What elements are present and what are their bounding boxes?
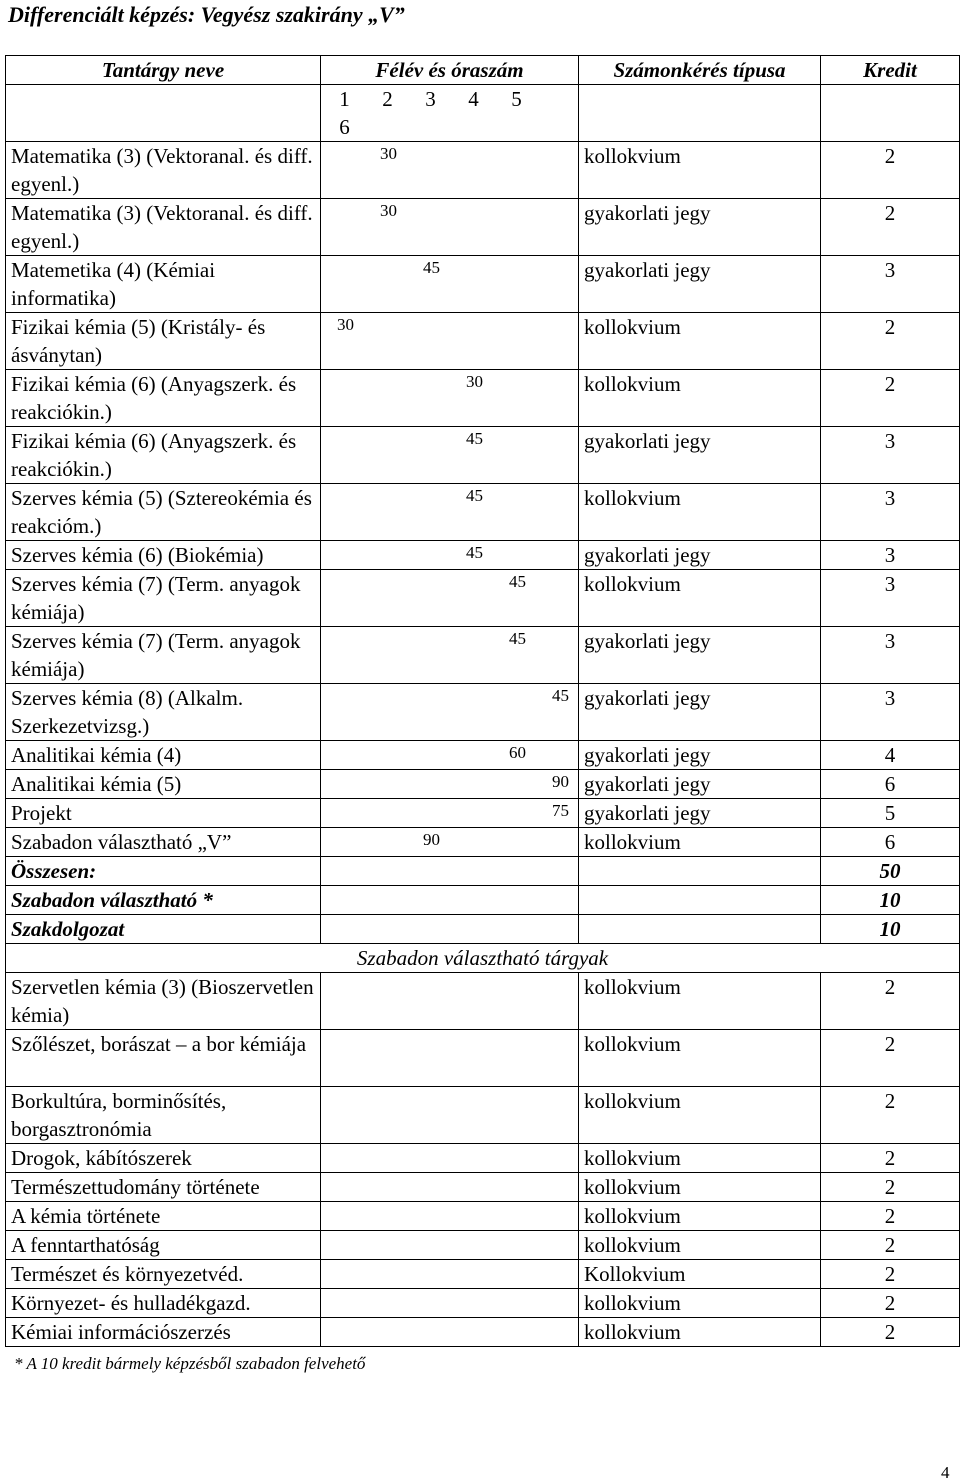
semester-hours-cell — [321, 142, 579, 199]
exam-type: gyakorlati jegy — [579, 256, 821, 313]
semester-hours: 45 — [509, 629, 526, 648]
course-name: Fizikai kémia (6) (Anyagszerk. és reakciókin.) — [6, 427, 321, 484]
elective-row — [6, 973, 960, 1030]
course-name: Matematika (3) (Vektoranal. és diff. egyenl.) — [6, 142, 321, 199]
elective-exam: kollokvium — [579, 1231, 821, 1260]
credit-value: 2 — [821, 313, 960, 370]
elective-credit: 2 — [821, 973, 960, 1030]
empty-cell — [321, 915, 579, 944]
course-row — [6, 799, 960, 828]
semester-hours: 75 — [552, 801, 569, 820]
credit-value: 3 — [821, 684, 960, 741]
semester-hours-cell — [321, 684, 579, 741]
empty-cell — [321, 1260, 579, 1289]
elective-credit: 2 — [821, 1318, 960, 1347]
semester-numbers — [321, 85, 579, 142]
credit-value: 3 — [821, 570, 960, 627]
elective-row — [6, 1318, 960, 1347]
elective-exam: kollokvium — [579, 1030, 821, 1087]
header-subject: Tantárgy neve — [6, 56, 321, 85]
elective-heading-row — [6, 944, 960, 973]
header-semester: Félév és óraszám — [321, 56, 579, 85]
course-name: Analitikai kémia (4) — [6, 741, 321, 770]
total-credit: 10 — [821, 915, 960, 944]
course-name: Szerves kémia (7) (Term. anyagok kémiája) — [6, 627, 321, 684]
semester-hours: 45 — [552, 686, 569, 705]
credit-value: 2 — [821, 199, 960, 256]
semester-hours-cell — [321, 570, 579, 627]
course-name: Szerves kémia (6) (Biokémia) — [6, 541, 321, 570]
elective-exam: kollokvium — [579, 1144, 821, 1173]
course-name: Matemetika (4) (Kémiai informatika) — [6, 256, 321, 313]
exam-type: kollokvium — [579, 484, 821, 541]
credit-value: 6 — [821, 770, 960, 799]
total-credit: 10 — [821, 886, 960, 915]
semester-hours-cell — [321, 799, 579, 828]
course-row — [6, 770, 960, 799]
semester-hours-cell — [321, 256, 579, 313]
elective-name: Drogok, kábítószerek — [6, 1144, 321, 1173]
empty-cell — [321, 1318, 579, 1347]
semester-hours: 30 — [380, 201, 397, 220]
course-row — [6, 570, 960, 627]
semester-hours-cell — [321, 741, 579, 770]
course-name: Szerves kémia (5) (Sztereokémia és reakcióm.) — [6, 484, 321, 541]
semester-hours: 90 — [423, 830, 440, 849]
course-name: Fizikai kémia (5) (Kristály- és ásványtan) — [6, 313, 321, 370]
elective-row — [6, 1144, 960, 1173]
empty-cell — [579, 886, 821, 915]
credit-value: 3 — [821, 484, 960, 541]
semester-hours-cell — [321, 199, 579, 256]
elective-heading: Szabadon választható tárgyak — [6, 944, 960, 973]
empty-cell — [6, 85, 321, 142]
semester-number: 2 — [382, 87, 393, 111]
semester-hours: 45 — [509, 572, 526, 591]
elective-row — [6, 1030, 960, 1087]
empty-cell — [321, 1087, 579, 1144]
exam-type: gyakorlati jegy — [579, 799, 821, 828]
empty-cell — [321, 886, 579, 915]
course-name: Analitikai kémia (5) — [6, 770, 321, 799]
course-row — [6, 684, 960, 741]
semester-number: 1 — [339, 87, 350, 111]
elective-row — [6, 1231, 960, 1260]
semester-hours: 30 — [466, 372, 483, 391]
total-row — [6, 915, 960, 944]
empty-cell — [321, 1030, 579, 1087]
exam-type: gyakorlati jegy — [579, 684, 821, 741]
course-row — [6, 427, 960, 484]
course-row — [6, 627, 960, 684]
course-name: Fizikai kémia (6) (Anyagszerk. és reakciókin.) — [6, 370, 321, 427]
exam-type: kollokvium — [579, 313, 821, 370]
empty-cell — [321, 1202, 579, 1231]
semester-hours-cell — [321, 627, 579, 684]
empty-cell — [321, 857, 579, 886]
exam-type: gyakorlati jegy — [579, 541, 821, 570]
elective-credit: 2 — [821, 1144, 960, 1173]
course-row — [6, 199, 960, 256]
credit-value: 4 — [821, 741, 960, 770]
exam-type: kollokvium — [579, 142, 821, 199]
total-label: Szabadon választható * — [6, 886, 321, 915]
empty-cell — [821, 85, 960, 142]
course-row — [6, 142, 960, 199]
elective-name: A kémia története — [6, 1202, 321, 1231]
header-credit: Kredit — [821, 56, 960, 85]
exam-type: gyakorlati jegy — [579, 427, 821, 484]
credit-value: 3 — [821, 627, 960, 684]
total-label: Szakdolgozat — [6, 915, 321, 944]
course-name: Projekt — [6, 799, 321, 828]
elective-exam: Kollokvium — [579, 1260, 821, 1289]
semester-hours: 45 — [466, 543, 483, 562]
elective-credit: 2 — [821, 1202, 960, 1231]
course-row — [6, 313, 960, 370]
semester-hours-cell — [321, 828, 579, 857]
elective-name: Kémiai információszerzés — [6, 1318, 321, 1347]
semester-number-row — [6, 85, 960, 142]
semester-hours-cell — [321, 541, 579, 570]
empty-cell — [579, 857, 821, 886]
semester-hours: 45 — [466, 486, 483, 505]
header-exam: Számonkérés típusa — [579, 56, 821, 85]
course-name: Szerves kémia (7) (Term. anyagok kémiája) — [6, 570, 321, 627]
empty-cell — [321, 1173, 579, 1202]
elective-exam: kollokvium — [579, 973, 821, 1030]
elective-exam: kollokvium — [579, 1318, 821, 1347]
credit-value: 3 — [821, 256, 960, 313]
semester-hours: 45 — [466, 429, 483, 448]
elective-name: Szervetlen kémia (3) (Bioszervetlen kémia) — [6, 973, 321, 1030]
footnote: * A 10 kredit bármely képzésből szabadon felvehető — [14, 1354, 366, 1373]
empty-cell — [579, 915, 821, 944]
semester-hours-cell — [321, 770, 579, 799]
page-number: 4 — [941, 1463, 950, 1482]
semester-hours-cell — [321, 427, 579, 484]
total-label: Összesen: — [6, 857, 321, 886]
page-title: Differenciált képzés: Vegyész szakirány „V” — [8, 2, 405, 27]
credit-value: 6 — [821, 828, 960, 857]
elective-exam: kollokvium — [579, 1202, 821, 1231]
exam-type: gyakorlati jegy — [579, 199, 821, 256]
curriculum-table — [5, 55, 960, 1347]
total-row — [6, 857, 960, 886]
elective-row — [6, 1260, 960, 1289]
course-row — [6, 741, 960, 770]
course-row — [6, 541, 960, 570]
exam-type: gyakorlati jegy — [579, 741, 821, 770]
empty-cell — [579, 85, 821, 142]
header-row — [6, 56, 960, 85]
elective-name: A fenntarthatóság — [6, 1231, 321, 1260]
empty-cell — [321, 1231, 579, 1260]
elective-row — [6, 1087, 960, 1144]
elective-credit: 2 — [821, 1087, 960, 1144]
exam-type: gyakorlati jegy — [579, 770, 821, 799]
semester-number: 5 — [511, 87, 522, 111]
course-name: Matematika (3) (Vektoranal. és diff. egyenl.) — [6, 199, 321, 256]
course-name: Szabadon választható „V” — [6, 828, 321, 857]
semester-hours-cell — [321, 313, 579, 370]
empty-cell — [321, 973, 579, 1030]
empty-cell — [321, 1289, 579, 1318]
elective-exam: kollokvium — [579, 1173, 821, 1202]
exam-type: kollokvium — [579, 570, 821, 627]
elective-row — [6, 1202, 960, 1231]
elective-name: Természet és környezetvéd. — [6, 1260, 321, 1289]
elective-exam: kollokvium — [579, 1087, 821, 1144]
semester-hours-cell — [321, 370, 579, 427]
course-name: Szerves kémia (8) (Alkalm. Szerkezetvizsg.) — [6, 684, 321, 741]
elective-name: Természettudomány története — [6, 1173, 321, 1202]
semester-number: 6 — [339, 115, 350, 139]
credit-value: 2 — [821, 370, 960, 427]
total-credit: 50 — [821, 857, 960, 886]
elective-row — [6, 1173, 960, 1202]
elective-credit: 2 — [821, 1260, 960, 1289]
semester-hours: 30 — [337, 315, 354, 334]
semester-hours: 45 — [423, 258, 440, 277]
elective-row — [6, 1289, 960, 1318]
exam-type: gyakorlati jegy — [579, 627, 821, 684]
elective-name: Környezet- és hulladékgazd. — [6, 1289, 321, 1318]
credit-value: 3 — [821, 427, 960, 484]
elective-credit: 2 — [821, 1289, 960, 1318]
course-row — [6, 828, 960, 857]
total-row — [6, 886, 960, 915]
elective-credit: 2 — [821, 1173, 960, 1202]
elective-credit: 2 — [821, 1231, 960, 1260]
empty-cell — [321, 1144, 579, 1173]
semester-hours: 90 — [552, 772, 569, 791]
semester-hours: 60 — [509, 743, 526, 762]
course-row — [6, 484, 960, 541]
elective-credit: 2 — [821, 1030, 960, 1087]
credit-value: 3 — [821, 541, 960, 570]
credit-value: 2 — [821, 142, 960, 199]
semester-number: 3 — [425, 87, 436, 111]
credit-value: 5 — [821, 799, 960, 828]
semester-hours-cell — [321, 484, 579, 541]
course-row — [6, 370, 960, 427]
elective-exam: kollokvium — [579, 1289, 821, 1318]
elective-name: Borkultúra, borminősítés, borgasztronómia — [6, 1087, 321, 1144]
semester-hours: 30 — [380, 144, 397, 163]
exam-type: kollokvium — [579, 828, 821, 857]
semester-number: 4 — [468, 87, 479, 111]
course-row — [6, 256, 960, 313]
elective-name: Szőlészet, borászat – a bor kémiája — [6, 1030, 321, 1087]
exam-type: kollokvium — [579, 370, 821, 427]
